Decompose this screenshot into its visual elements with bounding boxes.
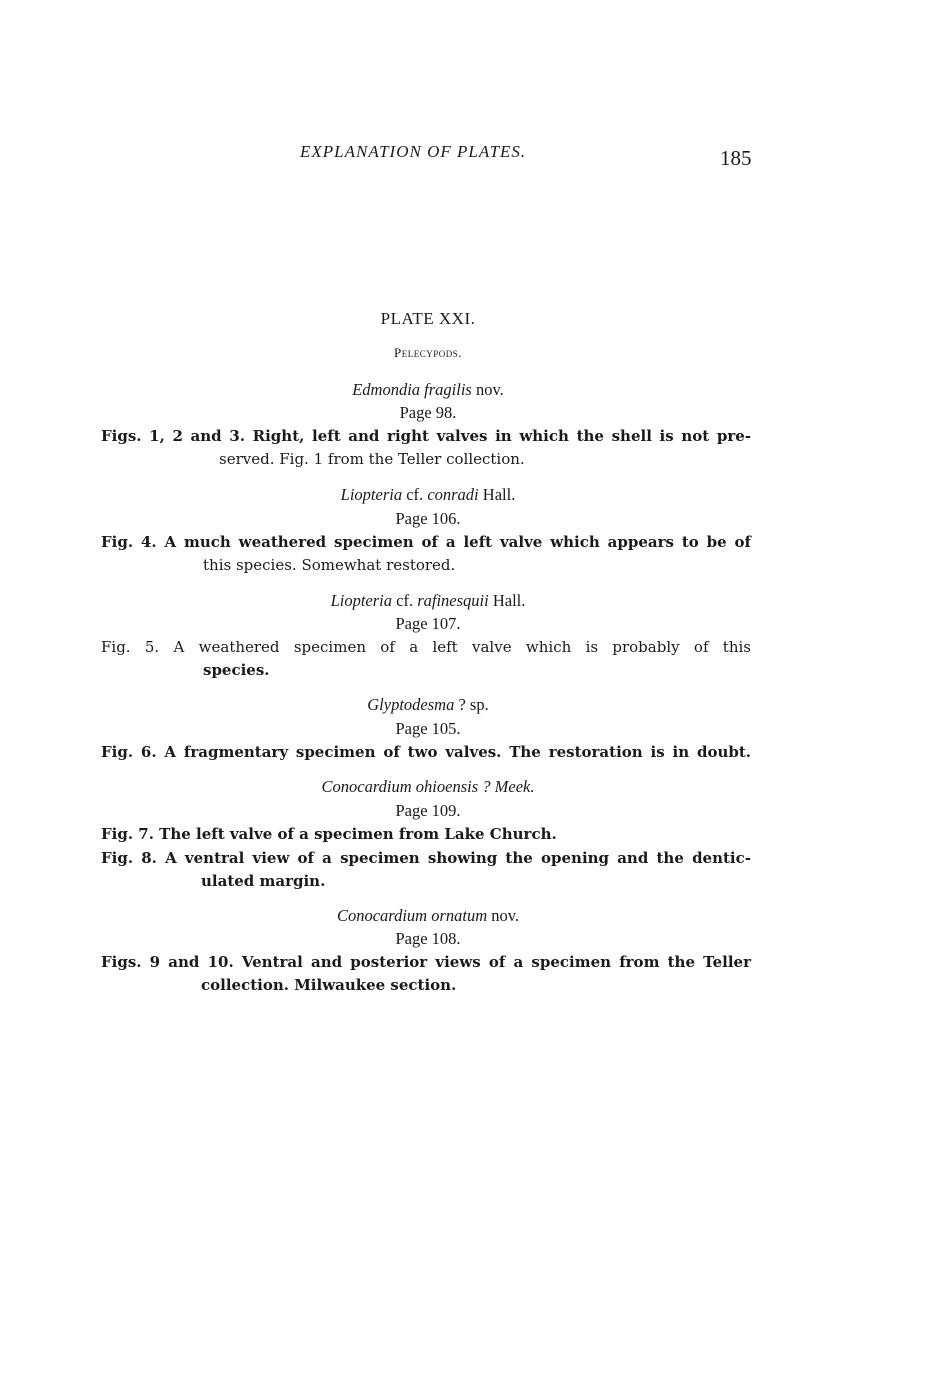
caption-line: served. Fig. 1 from the Teller collection.	[219, 450, 525, 468]
species-heading	[0, 485, 856, 505]
figure-caption	[101, 425, 751, 471]
page-reference: Page 109.	[395, 801, 461, 820]
species-author: nov.	[475, 380, 504, 399]
page-number: 185	[720, 146, 752, 170]
figure-caption	[101, 741, 751, 764]
species-author: ? sp.	[458, 695, 489, 714]
species-epithet: conradi	[427, 485, 479, 504]
running-head: EXPLANATION OF PLATES.	[300, 142, 527, 161]
species-cf: cf.	[396, 591, 414, 610]
species-epithet: rafinesquii	[417, 591, 489, 610]
species-name: Edmondia fragilis	[352, 380, 472, 399]
species-cf: cf.	[406, 485, 424, 504]
species-name: Glyptodesma	[367, 695, 455, 714]
species-author: Hall.	[482, 485, 516, 504]
caption-line: Fig. 5. A weathered specimen of a left valve which is probably of this	[101, 638, 751, 656]
species-heading	[0, 380, 856, 400]
species-genus: Liopteria	[340, 485, 403, 504]
caption-line: collection. Milwaukee section.	[201, 976, 457, 994]
species-heading	[0, 906, 856, 926]
caption-line: Fig. 7. The left valve of a specimen from Lake Church.	[101, 825, 557, 843]
caption-line: ulated margin.	[201, 872, 326, 890]
figure-caption	[101, 951, 751, 997]
page-reference: Page 108.	[395, 929, 461, 948]
caption-line: Fig. 6. A fragmentary specimen of two valves. The restoration is in doubt.	[101, 743, 751, 761]
figure-caption	[101, 823, 751, 846]
figure-caption	[101, 636, 751, 682]
page-reference: Page 106.	[395, 509, 461, 528]
plate-title: PLATE XXI.	[380, 309, 476, 328]
species-heading	[0, 777, 856, 797]
species-name: Conocardium ornatum	[336, 906, 488, 925]
species-name: Conocardium ohioensis ? Meek.	[321, 777, 535, 796]
caption-line: Figs. 1, 2 and 3. Right, left and right valves in which the shell is not pre-	[101, 427, 751, 445]
species-genus: Liopteria	[330, 591, 393, 610]
caption-line: this species. Somewhat restored.	[203, 556, 456, 574]
caption-line: Fig. 4. A much weathered specimen of a left valve which appears to be of	[101, 533, 751, 551]
species-heading	[0, 591, 856, 611]
species-author: nov.	[491, 906, 520, 925]
species-heading	[0, 695, 856, 715]
plate-subtitle: Pelecypods.	[394, 345, 462, 360]
figure-caption	[101, 531, 751, 577]
page-reference: Page 105.	[395, 719, 461, 738]
caption-line: Figs. 9 and 10. Ventral and posterior views of a specimen from the Teller	[101, 953, 751, 971]
caption-line: species.	[203, 661, 270, 679]
species-author: Hall.	[492, 591, 526, 610]
page-reference: Page 98.	[399, 403, 457, 422]
caption-line: Fig. 8. A ventral view of a specimen showing the opening and the dentic-	[101, 849, 751, 867]
figure-caption	[101, 847, 751, 893]
page-reference: Page 107.	[395, 614, 461, 633]
